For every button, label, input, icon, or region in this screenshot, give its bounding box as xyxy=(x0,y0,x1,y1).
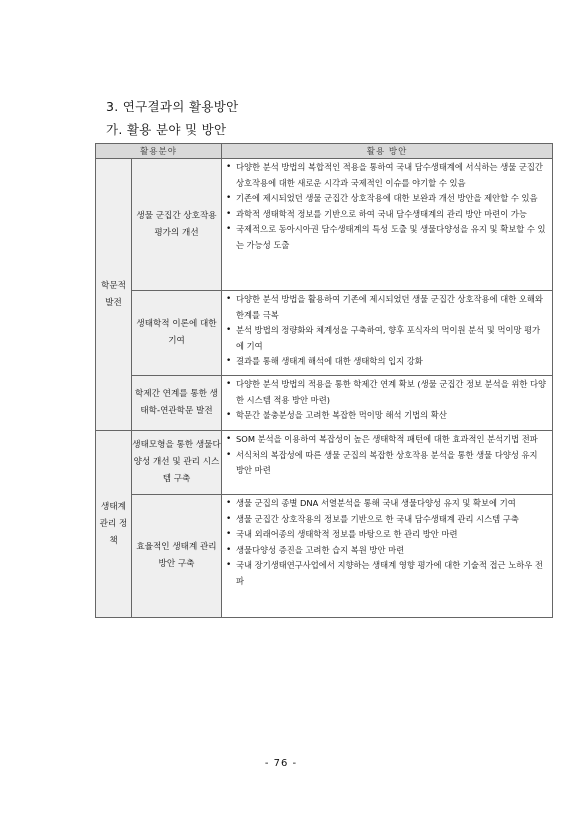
list-item: • 생물 군집간 상호작용의 정보를 기반으로 한 국내 담수생태계 관리 시스템 구축 xyxy=(225,512,548,528)
list-item: • 국내 외래어종의 생태학적 정보를 바탕으로 한 관리 방안 마련 xyxy=(225,527,548,543)
field-cell: 학제간 연계를 통한 생태학-연관학문 발전 xyxy=(132,376,222,431)
plan-cell xyxy=(222,291,553,376)
list-item: • 생물 군집의 종별 DNA 서열분석을 통해 국내 생물다양성 유지 및 확보에 기여 xyxy=(225,496,548,512)
list-item: • 기존에 제시되었던 생물 군집간 상호작용에 대한 보완과 개선 방안을 제안할 수 있음 xyxy=(225,191,548,207)
list-item: • 학문간 불충분성을 고려한 복잡한 먹이망 해석 기법의 확산 xyxy=(225,408,548,424)
list-item: • 분석 방법의 정량화와 체계성을 구축하여, 향후 포식자의 먹이원 분석 및 먹이망 평가에 기여 xyxy=(225,323,548,354)
plan-cell xyxy=(222,159,553,291)
table-row xyxy=(96,495,553,618)
list-item: • 국내 장기생태연구사업에서 지향하는 생태계 영향 평가에 대한 기술적 접근 노하우 전파 xyxy=(225,558,548,589)
page-number: - 76 - xyxy=(264,758,298,769)
list-item: • 결과를 통해 생태계 해석에 대한 생태학의 입지 강화 xyxy=(225,354,548,370)
list-item: • 다양한 분석 방법을 활용하여 기존에 제시되었던 생물 군집간 상호작용에 대한 오해와 한계를 극복 xyxy=(225,292,548,323)
section-heading: 3. 연구결과의 활용방안 xyxy=(106,99,239,114)
field-cell: 효율적인 생태계 관리 방안 구축 xyxy=(132,495,222,618)
table-row xyxy=(96,291,553,376)
utilization-table xyxy=(95,143,553,618)
category-cell: 생태계 관리 정책 xyxy=(96,431,132,618)
plan-cell xyxy=(222,431,553,495)
plan-cell xyxy=(222,495,553,618)
field-cell: 생태모형을 통한 생물다양성 개선 및 관리 시스템 구축 xyxy=(132,431,222,495)
list-item: • 다양한 분석 방법의 복합적인 적용을 통하여 국내 담수생태계에 서식하는 생물 군집간 상호작용에 대한 새로운 시각과 국제적인 이슈를 야기할 수 있음 xyxy=(225,160,548,191)
field-cell: 생태학적 이론에 대한 기여 xyxy=(132,291,222,376)
list-item: • SOM 분석을 이용하여 복잡성이 높은 생태학적 패턴에 대한 효과적인 분석기법 전파 xyxy=(225,432,548,448)
list-item: • 국제적으로 동아시아권 담수생태계의 특성 도출 및 생물다양성을 유지 및 확보할 수 있는 가능성 도출 xyxy=(225,222,548,253)
list-item: • 생물다양성 증진을 고려한 습지 복원 방안 마련 xyxy=(225,543,548,559)
field-cell: 생물 군집간 상호작용 평가의 개선 xyxy=(132,159,222,291)
list-item: • 과학적 생태학적 정보를 기반으로 하여 국내 담수생태계의 관리 방안 마련이 가능 xyxy=(225,207,548,223)
list-item: • 다양한 분석 방법의 적용을 통한 학제간 연계 확보 (생물 군집간 정보 분석을 위한 다양한 시스템 적용 방안 마련) xyxy=(225,377,548,408)
list-item: • 서식처의 복잡성에 따른 생물 군집의 복잡한 상호작용 분석을 통한 생물 다양성 유지 방안 마련 xyxy=(225,448,548,479)
table-row xyxy=(96,431,553,495)
header-field: 활용분야 xyxy=(96,144,222,159)
header-plan: 활용 방안 xyxy=(222,144,553,159)
plan-cell xyxy=(222,376,553,431)
table-row xyxy=(96,159,553,291)
category-cell: 학문적 발전 xyxy=(96,159,132,431)
table-header-row xyxy=(96,144,553,159)
subsection-heading: 가. 활용 분야 및 방안 xyxy=(106,122,227,137)
table-row xyxy=(96,376,553,431)
